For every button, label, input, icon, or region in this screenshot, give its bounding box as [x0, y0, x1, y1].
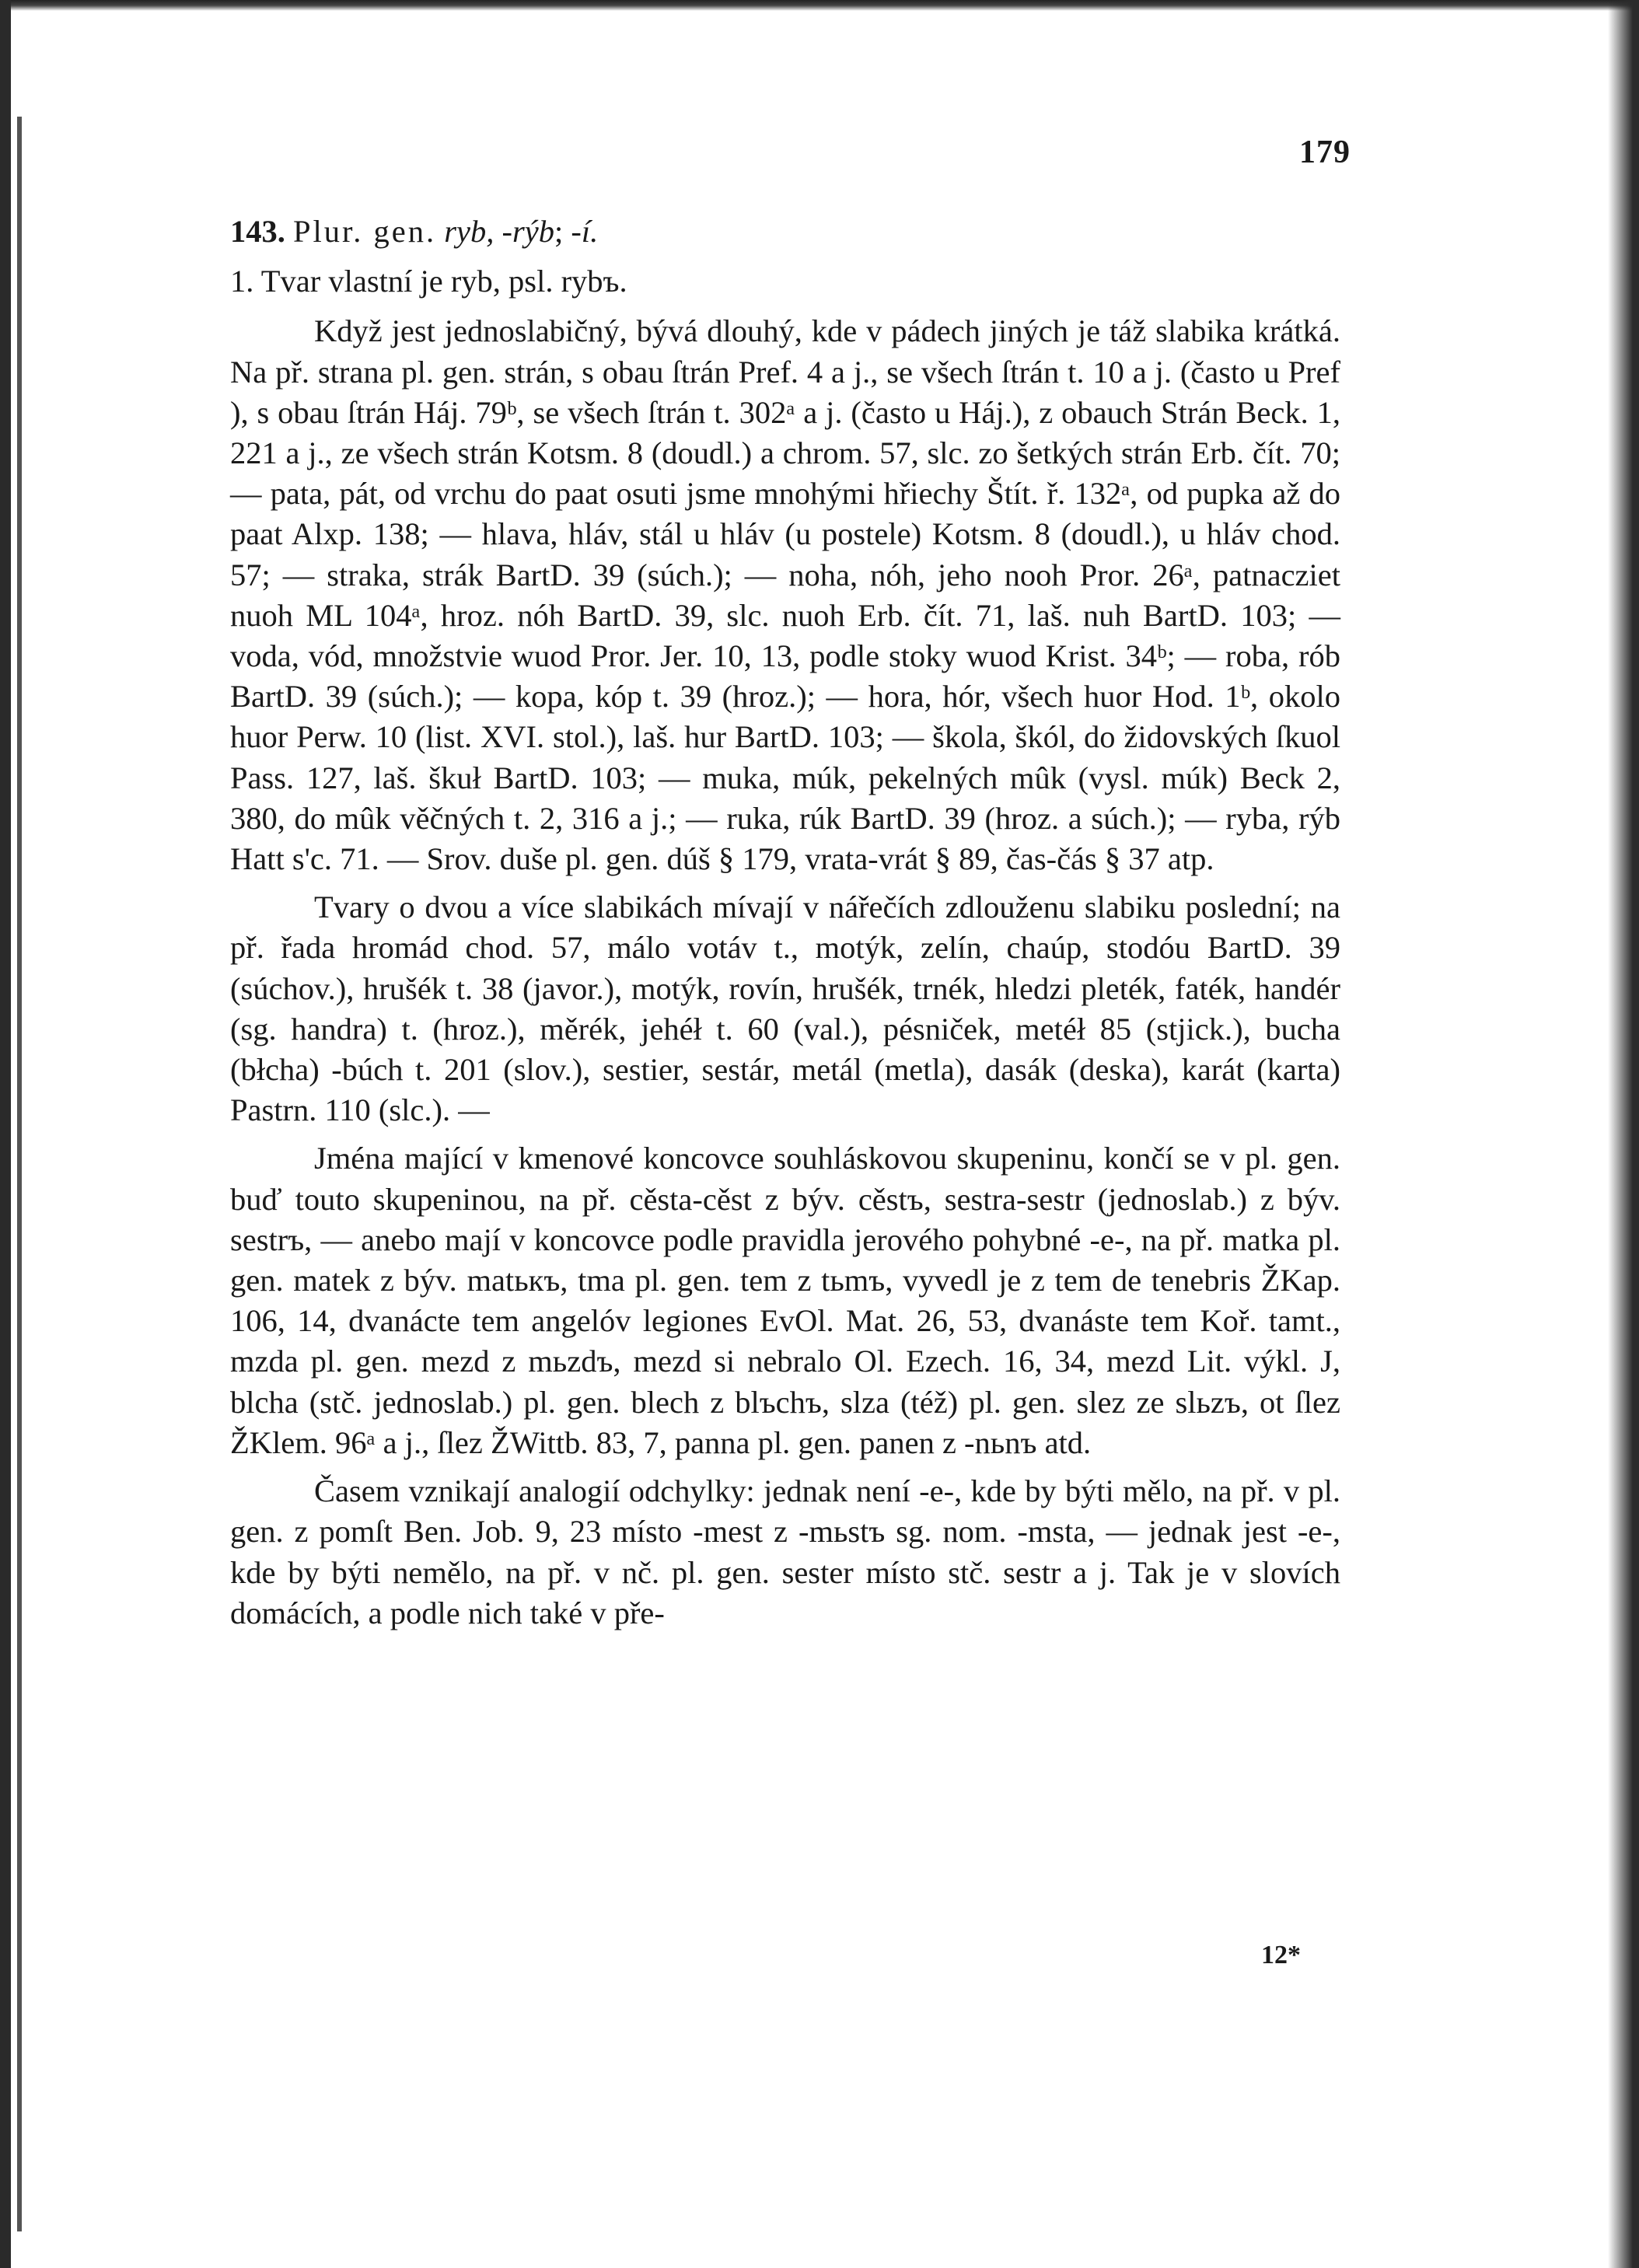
paragraph-3: Jména mající v kmenové koncovce souhláskovou skupeninu, končí se v pl. gen. buď touto skupeninou, na př. cěsta-cěst z býv. cěstъ, sestra-sestr (jednoslab.) z býv. sestrъ, — anebo mají v koncovce podle pravidla jerového pohybné -e-, na př. matka pl. gen. matek z býv. matькъ, tma pl. gen. tem z tьmъ, vyvedl je z tem de tenebris ŽKap. 106, 14, dvanácte tem angelóv legiones EvOl. Mat. 26, 53, dvanáste tem Koř. tamt., mzda pl. gen. mezd z mьzdъ, mezd si nebralo Ol. Ezech. 16, 34, mezd Lit. výkl. J, blcha (stč. jednoslab.) pl. gen. blech z blъchъ, slza (též) pl. gen. slez ze slьzъ, ot ſlez ŽKlem. 96ᵃ a j., ſlez ŽWittb. 83, 7, panna pl. gen. panen z -nьnъ atd.: [230, 1141, 1340, 1460]
section-number: 143.: [230, 214, 285, 249]
section-label: Plur. gen.: [293, 214, 437, 249]
section-separator: ;: [554, 214, 564, 249]
paragraph-4: Časem vznikají analogií odchylky: jednak není -e-, kde by býti mělo, na př. v pl. gen. z pomſt Ben. Job. 9, 23 místo -mest z -mьstъ sg. nom. -msta, — jednak jest -e-, kde by býti nemělo, na př. v nč. pl. gen. sester místo stč. sestr a j. Tak je v slovích domácích, a podle nich také v pře-: [230, 1473, 1340, 1630]
page-number: 179: [1299, 135, 1351, 170]
numbered-item-1: 1. Tvar vlastní je ryb, psl. rybъ.: [230, 264, 627, 299]
main-text: [230, 211, 1340, 1634]
paragraph-1: Když jest jednoslabičný, bývá dlouhý, kde v pádech jiných je táž slabika krátká. Na př. strana pl. gen. strán, s obau ſtrán Pref. 4 a j., se všech ſtrán t. 10 a j. (často u Pref ), s obau ſtrán Háj. 79ᵇ, se všech ſtrán t. 302ᵃ a j. (často u Háj.), z obauch Strán Beck. 1, 221 a j., ze všech strán Kotsm. 8 (doudl.) a chrom. 57, slc. zo šetkých strán Erb. čít. 70; — pata, pát, od vrchu do paat osuti jsme mnohými hřiechy Štít. ř. 132ᵃ, od pupka až do paat Alxp. 138; — hlava, hláv, stál u hláv (u postele) Kotsm. 8 (doudl.), u hláv chod. 57; — straka, strák BartD. 39 (súch.); — noha, nóh, jeho nooh Pror. 26ᵃ, patnacziet nuoh ML 104ᵃ, hroz. nóh BartD. 39, slc. nuoh Erb. čít. 71, laš. nuh BartD. 103; — voda, vód, množstvie wuod Pror. Jer. 10, 13, podle stoky wuod Krist. 34ᵇ; — roba, rób BartD. 39 (súch.); — kopa, kóp t. 39 (hroz.); — hora, hór, všech huor Hod. 1ᵇ, okolo huor Perw. 10 (list. XVI. stol.), laš. hur BartD. 103; — škola, škól, do židovských ſkuol Pass. 127, laš. škuł BartD. 103; — muka, múk, pekelných mûk (vysl. múk) Beck 2, 380, do mûk věčných t. 2, 316 a j.; — ruka, rúk BartD. 39 (hroz. a súch.); — ryba, rýb Hatt s'c. 71. — Srov. duše pl. gen. dúš § 179, vrata-vrát § 89, čas-čás § 37 atp.: [230, 313, 1340, 877]
section-suffix: -í.: [571, 214, 599, 249]
printer-signature: 12*: [1261, 1941, 1301, 1969]
section-heading: [230, 211, 1340, 252]
section-forms: ryb, -rýb: [444, 214, 554, 249]
paragraph-2: Tvary o dvou a více slabikách mívají v nářečích zdlouženu slabiku poslední; na př. řada hromád chod. 57, málo votáv t., motýk, zelín, chaúp, stodóu BartD. 39 (súchov.), hrušék t. 38 (javor.), motýk, rovín, hrušék, trnék, hledzi pleték, faték, handér (sg. handra) t. (hroz.), měrék, jehéł t. 60 (val.), pésniček, metéł 85 (stjick.), bucha (błcha) -búch t. 201 (slov.), sestier, sestár, metál (metla), dasák (deska), karát (karta) Pastrn. 110 (slc.). —: [230, 889, 1340, 1128]
